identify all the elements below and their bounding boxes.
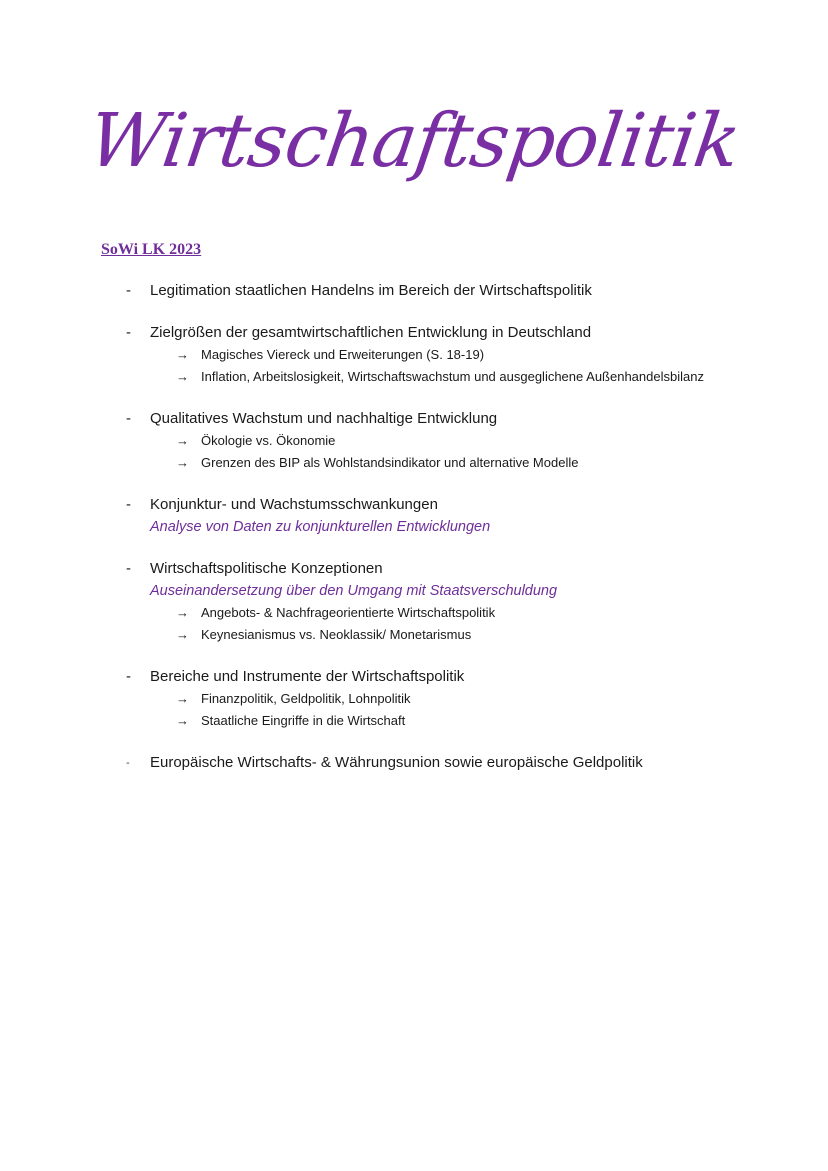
arrow-right-icon: → (176, 455, 189, 470)
dash-bullet-icon: - (126, 410, 131, 427)
arrow-right-icon: → (176, 713, 189, 728)
topic-row (0, 666, 828, 688)
dash-bullet-icon: - (126, 282, 131, 299)
topic-label: Europäische Wirtschafts- & Währungsunion sowie europäische Geldpolitik (150, 754, 643, 771)
dash-bullet-icon: - (126, 757, 130, 769)
topic-label: Wirtschaftspolitische Konzeptionen (150, 560, 383, 577)
arrow-right-icon: → (176, 369, 189, 384)
topic-label: Zielgrößen der gesamtwirtschaftlichen Entwicklung in Deutschland (150, 324, 592, 341)
arrow-right-icon: → (176, 433, 189, 448)
subtopic-label: Staatliche Eingriffe in die Wirtschaft (201, 713, 406, 728)
topic-item (0, 322, 828, 388)
dash-bullet-icon: - (126, 668, 131, 685)
topic-list (0, 280, 828, 794)
topic-label: Konjunktur- und Wachstumsschwankungen (150, 496, 438, 513)
topic-item (0, 752, 828, 774)
topic-label: Qualitatives Wachstum und nachhaltige Entwicklung (150, 410, 498, 427)
topic-note-row (0, 580, 828, 602)
topic-label: Bereiche und Instrumente der Wirtschaftspolitik (150, 668, 465, 685)
subtopic-label: Angebots- & Nachfrageorientierte Wirtschaftspolitik (201, 605, 496, 620)
topic-row (0, 752, 828, 774)
subtopic-label: Ökologie vs. Ökonomie (201, 433, 336, 448)
topic-label: Legitimation staatlichen Handelns im Bereich der Wirtschaftspolitik (150, 282, 592, 299)
arrow-right-icon: → (176, 347, 189, 362)
subtopic-label: Inflation, Arbeitslosigkeit, Wirtschaftswachstum und ausgeglichene Außenhandelsbilanz (201, 369, 704, 384)
subtopic-item (0, 688, 828, 710)
topic-row (0, 408, 828, 430)
arrow-right-icon: → (176, 605, 189, 620)
subtopic-item (0, 430, 828, 452)
topic-item (0, 558, 828, 646)
subtopic-label: Grenzen des BIP als Wohlstandsindikator und alternative Modelle (201, 455, 579, 470)
topic-item (0, 408, 828, 474)
subtopic-item (0, 366, 828, 388)
subtopic-item (0, 344, 828, 366)
subtopic-item (0, 624, 828, 646)
subtopic-label: Magisches Viereck und Erweiterungen (S. 18-19) (201, 347, 485, 362)
subtopic-label: Finanzpolitik, Geldpolitik, Lohnpolitik (201, 691, 411, 706)
topic-note: Auseinandersetzung über den Umgang mit Staatsverschuldung (150, 583, 558, 599)
topic-item (0, 666, 828, 732)
dash-bullet-icon: - (126, 324, 131, 341)
topic-item (0, 280, 828, 302)
topic-row (0, 280, 828, 302)
subtopic-item (0, 452, 828, 474)
arrow-right-icon: → (176, 691, 189, 706)
arrow-right-icon: → (176, 627, 189, 642)
subtopic-item (0, 710, 828, 732)
topic-row (0, 494, 828, 516)
page-title: Wirtschaftspolitik (83, 98, 745, 184)
topic-item (0, 494, 828, 538)
topic-row (0, 558, 828, 580)
dash-bullet-icon: - (126, 560, 131, 577)
dash-bullet-icon: - (126, 496, 131, 513)
topic-note-row (0, 516, 828, 538)
subtopic-label: Keynesianismus vs. Neoklassik/ Monetarismus (201, 627, 472, 642)
course-subtitle: SoWi LK 2023 (101, 241, 202, 258)
topic-note: Analyse von Daten zu konjunkturellen Entwicklungen (150, 519, 491, 535)
topic-row (0, 322, 828, 344)
subtopic-item (0, 602, 828, 624)
